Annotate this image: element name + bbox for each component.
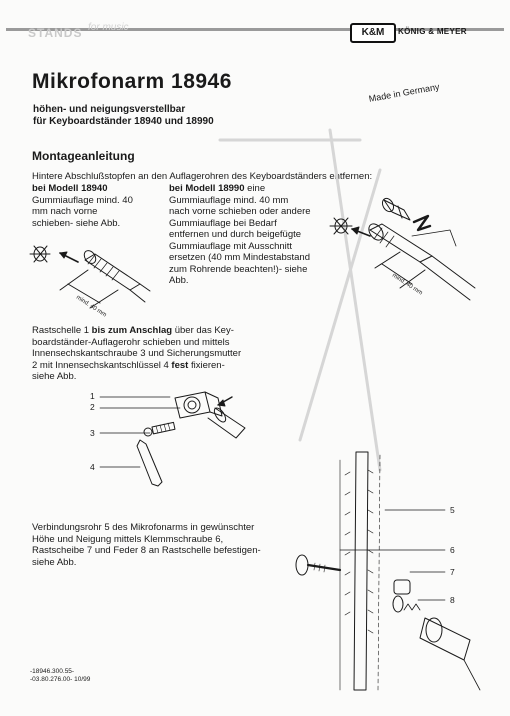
document-number: -18946.300.55- <box>30 668 75 675</box>
model-18990-line: zum Rohrende beachten!)- siehe <box>169 263 308 275</box>
tube-illustration <box>30 246 150 319</box>
clamp-step-emphasis: fest <box>171 359 189 371</box>
model-18990-label: bei Modell 18990 <box>169 183 245 194</box>
callout-2: 2 <box>90 402 95 412</box>
screw-illustration <box>144 422 175 436</box>
dimension-label: mind. 40 mm <box>390 272 424 297</box>
callout-6: 6 <box>450 545 455 555</box>
model-18940-label: bei Modell 18940 <box>32 183 108 194</box>
arrow-icon <box>218 397 232 406</box>
tube-step-line: siehe Abb. <box>32 556 77 568</box>
clamp-step-text-part: 2 mit Innensechskantschlüssel 4 <box>32 359 172 371</box>
stopper-icon <box>380 196 410 220</box>
callout-7: 7 <box>450 567 455 577</box>
clamp-step-line: boardständer-Auflagerohr schieben und mittels <box>32 336 230 348</box>
clamp-step-text-part: fixieren- <box>188 359 225 371</box>
subtitle-line-2: für Keyboardständer 18940 und 18990 <box>33 116 214 127</box>
model-18990-line: Gummiauflage mit Ausschnitt <box>169 240 293 252</box>
series-sub-label: for music <box>88 22 129 33</box>
model-18990-line: entfernen und durch beigefügte <box>169 229 302 240</box>
model-18990-line: nach vorne schieben oder andere <box>169 206 311 217</box>
model-18990-line: ersetzen (40 mm Mindestabstand <box>169 252 310 263</box>
model-18990-line: Gummiauflage mind. 40 mm <box>169 194 289 206</box>
model-18990-line: Abb. <box>169 275 189 286</box>
screw-illustration <box>296 555 340 575</box>
clamp-step-line: Innensechskantschraube 3 und Sicherungsmutter <box>32 348 242 359</box>
allen-key-illustration <box>137 440 162 486</box>
clamp-step-text-part: Rastschelle 1 <box>32 325 92 336</box>
tube-step-line: Verbindungsrohr 5 des Mikrofonarms in gewünschter <box>32 522 255 533</box>
subtitle-line-1: höhen- und neigungsverstellbar <box>33 104 186 115</box>
callout-1: 1 <box>90 391 95 401</box>
brand-logo: K&M <box>350 23 396 43</box>
background-stand-ghost <box>220 130 380 470</box>
brand-name: KÖNIG & MEYER <box>398 27 467 36</box>
callout-5: 5 <box>450 505 455 515</box>
clamp-step-emphasis: bis zum Anschlag <box>91 325 173 336</box>
callout-4: 4 <box>90 462 95 472</box>
tube-step-line: Höhe und Neigung mittels Klemmschraube 6, <box>32 533 224 545</box>
series-label: STANDS <box>28 26 83 40</box>
model-18940-line: schieben- siehe Abb. <box>32 217 121 229</box>
model-18990-line: Gummiauflage bei Bedarf <box>169 217 277 229</box>
clamp-illustration <box>100 392 245 486</box>
made-in-label: Made in Germany <box>368 81 441 104</box>
section-heading: Montageanleitung <box>32 149 135 163</box>
crossed-out-icon <box>30 246 50 262</box>
tube-step-line: Rastscheibe 7 und Feder 8 an Rastschelle befestigen- <box>32 545 261 556</box>
product-title: Mikrofonarm 18946 <box>32 70 232 93</box>
model-18940-line: mm nach vorne <box>32 206 98 217</box>
document-number: -03.80.276.00- 10/99 <box>30 676 91 683</box>
intro-text: Hintere Abschlußstopfen an den Auflagerohren des Keyboardständers entfernen: <box>32 171 373 182</box>
callout-3: 3 <box>90 428 95 438</box>
model-18940-line: Gummiauflage mind. 40 <box>32 194 133 206</box>
crossed-out-icon <box>330 218 352 234</box>
arrow-icon <box>60 252 78 262</box>
callout-8: 8 <box>450 595 455 605</box>
dimension-label: mind. 40 mm <box>74 294 108 319</box>
clamp-step-text-part: über das Key- <box>172 325 234 336</box>
model-18990-label-tail: eine <box>244 183 266 194</box>
clamp-step-line: siehe Abb. <box>32 371 77 382</box>
